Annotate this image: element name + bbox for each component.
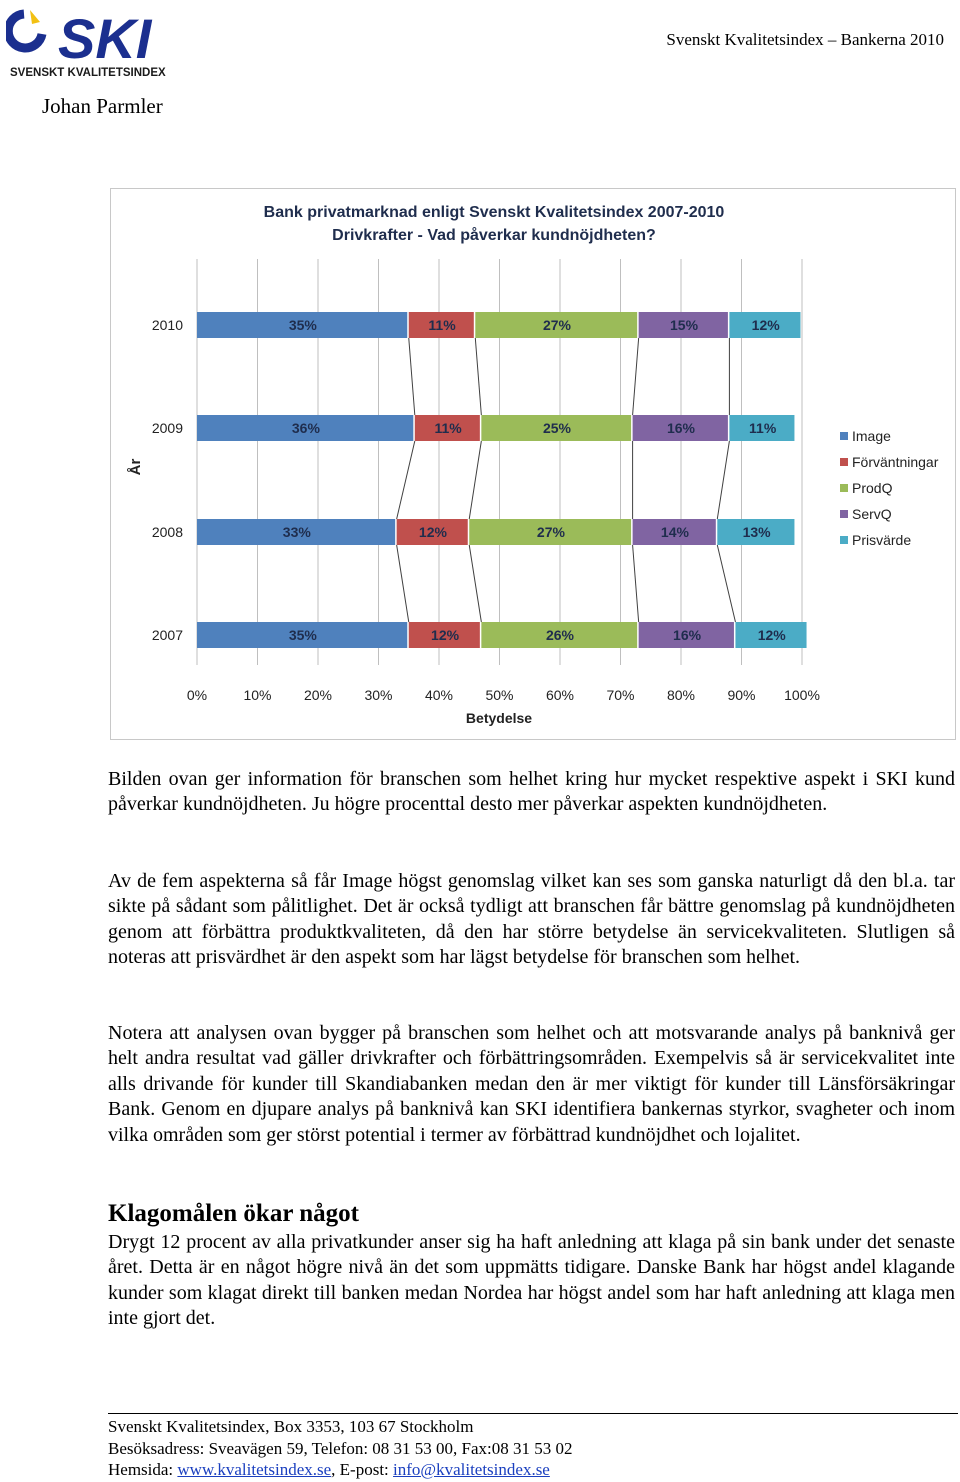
footer-contact bbox=[108, 1459, 573, 1481]
data-label: 12% bbox=[431, 627, 460, 643]
legend-entry: Prisvärde bbox=[852, 532, 912, 548]
footer-divider bbox=[108, 1413, 958, 1414]
data-label: 13% bbox=[742, 524, 771, 540]
series-line bbox=[469, 441, 481, 519]
series-line bbox=[717, 545, 735, 622]
year-label: 2010 bbox=[151, 317, 183, 333]
data-label: 12% bbox=[757, 627, 786, 643]
data-label: 14% bbox=[660, 524, 689, 540]
ski-logo bbox=[6, 4, 206, 80]
year-label: 2009 bbox=[151, 420, 183, 436]
series-line bbox=[717, 441, 729, 519]
x-tick-label: 20% bbox=[303, 687, 333, 703]
x-tick-label: 60% bbox=[545, 687, 575, 703]
data-label: 16% bbox=[666, 420, 696, 436]
legend-swatch bbox=[840, 484, 848, 492]
legend-entry: ServQ bbox=[852, 506, 892, 522]
data-label: 27% bbox=[536, 524, 565, 540]
logo-subtext: SVENSKT KVALITETSINDEX bbox=[10, 67, 166, 79]
data-label: 35% bbox=[288, 317, 317, 333]
email-prefix: , E-post: bbox=[331, 1460, 394, 1479]
chart-subtitle: Drivkrafter - Vad påverkar kundnöjdheten? bbox=[332, 227, 656, 244]
data-label: 12% bbox=[751, 317, 780, 333]
website-link[interactable]: www.kvalitetsindex.se bbox=[177, 1460, 332, 1479]
data-label: 33% bbox=[282, 524, 311, 540]
footer-visit-address: Besöksadress: Sveavägen 59, Telefon: 08 31 53 00, Fax:08 31 53 02 bbox=[108, 1438, 573, 1458]
data-label: 26% bbox=[545, 627, 575, 643]
legend-swatch bbox=[840, 458, 848, 466]
legend-swatch bbox=[840, 432, 848, 440]
x-tick-label: 100% bbox=[784, 687, 820, 703]
chart-title: Bank privatmarknad enligt Svenskt Kvalitetsindex 2007-2010 bbox=[263, 204, 725, 221]
data-label: 25% bbox=[542, 420, 571, 436]
x-axis-label: Betydelse bbox=[465, 710, 533, 726]
data-label: 36% bbox=[291, 420, 320, 436]
chart-canvas bbox=[111, 189, 957, 741]
series-line bbox=[469, 545, 481, 622]
data-label: 11% bbox=[428, 317, 456, 333]
data-label: 11% bbox=[749, 420, 777, 436]
legend-entry: ProdQ bbox=[852, 480, 893, 496]
series-line bbox=[397, 441, 415, 519]
logo-text: SKI bbox=[58, 7, 152, 70]
data-label: 27% bbox=[542, 317, 571, 333]
driver-chart bbox=[110, 188, 956, 740]
website-prefix: Hemsida: bbox=[108, 1460, 178, 1479]
x-tick-label: 50% bbox=[485, 687, 514, 703]
paragraph-bank-level: Notera att analysen ovan bygger på branschen som helhet och att motsvarande analys på banknivå ger helt andra resultat vad gäller drivkrafter och förbättringsområden. Exempelvis så är servicekvalitet inte alls drivande för kunder till Skandiabanken medan den är mer viktigt för kunder till Länsförsäkringar Bank. Genom en djupare analys på banknivå kan SKI identifiera bankernas styrkor, svagheter och inom vilka områden som ger störst potential i termer av förbättrad kundnöjdhet och lojalitet. bbox=[108, 1022, 955, 1146]
paragraph-chart-description: Bilden ovan ger information för branschen som helhet kring hur mycket respektive aspekt i SKI kund påverkar kundnöjdheten. Ju högre procenttal desto mer påverkar aspekten kundnöjdheten. bbox=[108, 768, 955, 816]
section-heading-complaints: Klagomålen ökar något bbox=[108, 1200, 359, 1227]
year-label: 2008 bbox=[151, 524, 183, 540]
data-label: 16% bbox=[673, 627, 702, 643]
series-line bbox=[409, 338, 415, 415]
author-name: Johan Parmler bbox=[42, 94, 163, 118]
paragraph-complaints: Drygt 12 procent av alla privatkunder anser sig ha haft anledning att klaga på sin bank under det senaste året. Detta är en något högre nivå än det som uppmätts tidigare. Danske Bank har högst andel klagande kunder som klagat direkt till banken medan Nordea har högst andel som har haft anledning att klaga men inte gjort det. bbox=[108, 1231, 955, 1330]
series-line bbox=[633, 338, 639, 415]
x-tick-label: 80% bbox=[666, 687, 696, 703]
x-tick-label: 10% bbox=[243, 687, 272, 703]
data-label: 15% bbox=[670, 317, 699, 333]
paragraph-aspects: Av de fem aspekterna så får Image högst genomslag vilket kan ses som ganska naturligt då den bl.a. tar sikte på sådant som pålitlighet. Det är också tydligt att branschen får bättre genomslag på kundnöjdheten genom att förbättra produktkvaliteten, då den har större betydelse än servicekvaliteten. Slutligen så noteras att prisvärdhet är den aspekt som har lägst betydelse för branschen som helhet. bbox=[108, 870, 955, 969]
y-axis-label: År bbox=[127, 458, 144, 476]
legend-swatch bbox=[840, 510, 848, 518]
data-label: 11% bbox=[434, 420, 462, 436]
email-link[interactable]: info@kvalitetsindex.se bbox=[393, 1460, 550, 1479]
data-label: 35% bbox=[288, 627, 317, 643]
x-tick-label: 40% bbox=[424, 687, 454, 703]
legend-entry: Image bbox=[852, 428, 891, 444]
legend-swatch bbox=[840, 536, 848, 544]
x-tick-label: 90% bbox=[727, 687, 756, 703]
series-line bbox=[397, 545, 409, 622]
series-line bbox=[475, 338, 481, 415]
data-label: 12% bbox=[418, 524, 447, 540]
year-label: 2007 bbox=[151, 627, 183, 643]
legend-entry: Förväntningar bbox=[852, 454, 939, 470]
x-tick-label: 70% bbox=[606, 687, 635, 703]
x-tick-label: 0% bbox=[186, 687, 208, 703]
footer-address: Svenskt Kvalitetsindex, Box 3353, 103 67 Stockholm bbox=[108, 1417, 474, 1436]
x-tick-label: 30% bbox=[364, 687, 393, 703]
footer bbox=[108, 1416, 573, 1481]
document-title: Svenskt Kvalitetsindex – Bankerna 2010 bbox=[666, 30, 944, 49]
series-line bbox=[633, 545, 639, 622]
